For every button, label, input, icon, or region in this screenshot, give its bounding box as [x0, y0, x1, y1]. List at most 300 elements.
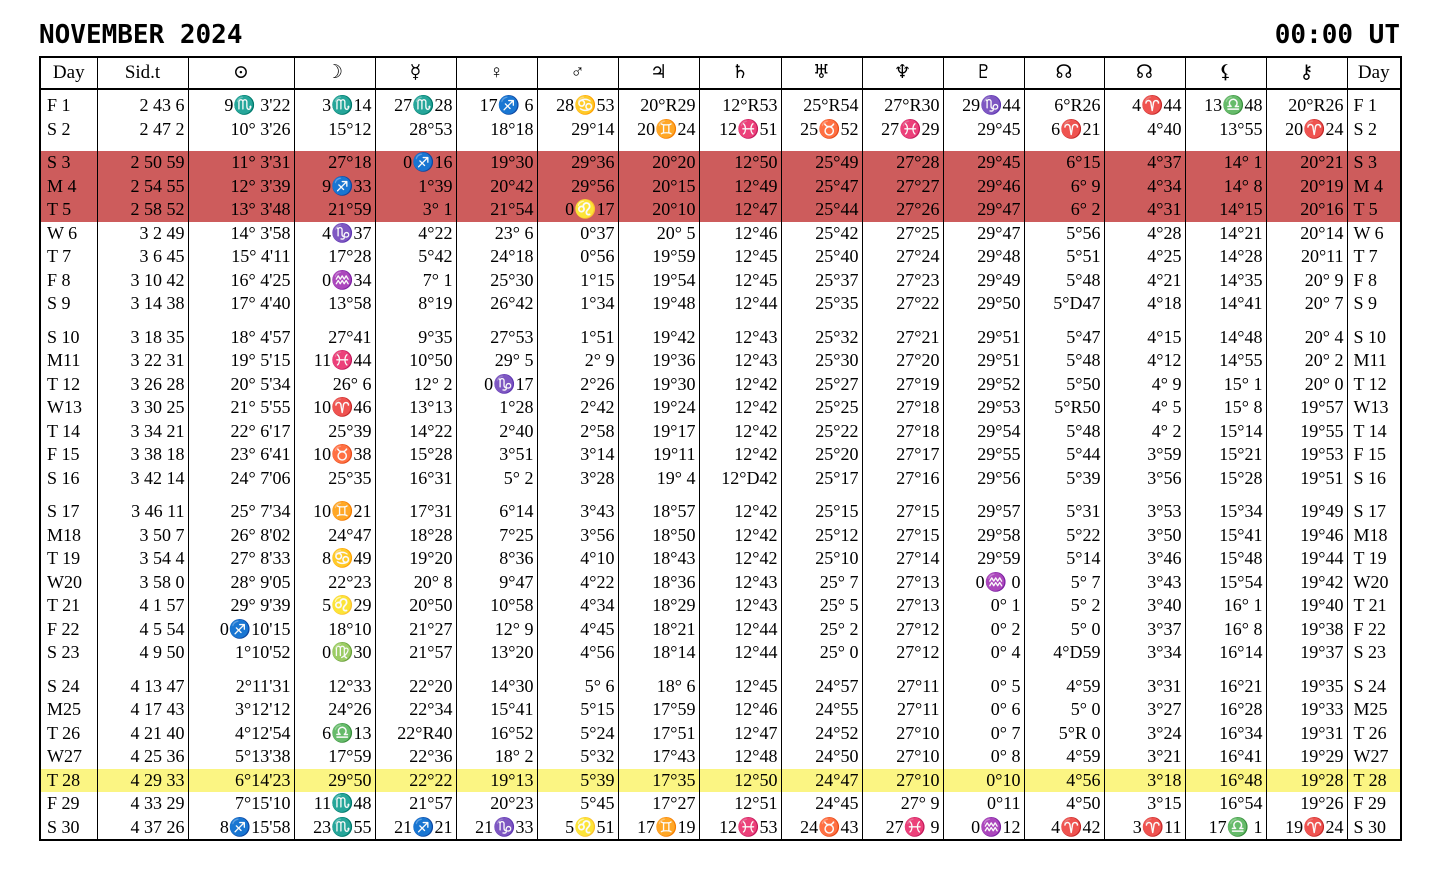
table-cell: 4°34 — [1104, 175, 1185, 199]
table-cell: 3°21 — [1104, 745, 1185, 769]
table-row — [40, 175, 1401, 199]
table-cell: 18°43 — [618, 547, 699, 571]
table-cell: 24°18 — [456, 245, 537, 269]
table-cell: 5°47 — [1024, 326, 1104, 350]
table-cell: 12°44 — [699, 292, 781, 316]
table-cell: 12♓53 — [699, 816, 781, 841]
separator-cell — [1347, 665, 1401, 675]
table-cell: 5° 2 — [1024, 594, 1104, 618]
table-cell: 15°34 — [1185, 500, 1266, 524]
table-cell: 0♐10'15 — [188, 618, 294, 642]
table-cell: 4° 5 — [1104, 396, 1185, 420]
table-cell: 27°41 — [294, 326, 375, 350]
table-row — [40, 745, 1401, 769]
table-cell: 19°38 — [1266, 618, 1347, 642]
table-cell: 14° 3'58 — [188, 222, 294, 246]
table-row — [40, 675, 1401, 699]
table-cell: T 21 — [40, 594, 97, 618]
table-cell: 26° 6 — [294, 373, 375, 397]
table-cell: 12°33 — [294, 675, 375, 699]
table-cell: 4°21 — [1104, 269, 1185, 293]
column-header: ♀ — [456, 57, 537, 89]
table-cell: 14°41 — [1185, 292, 1266, 316]
table-cell: 24♉43 — [781, 816, 862, 841]
separator-cell — [1104, 665, 1185, 675]
table-cell: T 19 — [40, 547, 97, 571]
table-cell: 5♌29 — [294, 594, 375, 618]
table-cell: 1°28 — [456, 396, 537, 420]
separator-cell — [97, 141, 188, 151]
table-cell: F 22 — [40, 618, 97, 642]
table-cell: 19°33 — [1266, 698, 1347, 722]
table-cell: 4 33 29 — [97, 792, 188, 816]
week-separator — [40, 141, 1401, 151]
separator-cell — [97, 665, 188, 675]
table-cell: 12°42 — [699, 420, 781, 444]
column-header: ☊ — [1104, 57, 1185, 89]
table-cell: F 8 — [1347, 269, 1401, 293]
table-cell: T 26 — [1347, 722, 1401, 746]
table-cell: 27°18 — [862, 420, 943, 444]
table-cell: 18° 6 — [618, 675, 699, 699]
separator-cell — [618, 141, 699, 151]
table-cell: 19°40 — [1266, 594, 1347, 618]
table-cell: 6° 9 — [1024, 175, 1104, 199]
week-separator — [40, 490, 1401, 500]
table-cell: 3 50 7 — [97, 524, 188, 548]
table-cell: 4°22 — [375, 222, 456, 246]
table-cell: 5°48 — [1024, 349, 1104, 373]
table-cell: 27°28 — [862, 151, 943, 175]
table-cell: 20° 9 — [1266, 269, 1347, 293]
table-cell: 9°35 — [375, 326, 456, 350]
table-cell: 4°22 — [537, 571, 618, 595]
table-cell: 25° 7 — [781, 571, 862, 595]
separator-cell — [294, 316, 375, 326]
table-cell: 4°12 — [1104, 349, 1185, 373]
table-cell: 13°20 — [456, 641, 537, 665]
table-cell: 10°50 — [375, 349, 456, 373]
table-cell: 4°15 — [1104, 326, 1185, 350]
table-cell: 19°20 — [375, 547, 456, 571]
table-cell: 27° 8'33 — [188, 547, 294, 571]
table-cell: 3 46 11 — [97, 500, 188, 524]
table-cell: 1°34 — [537, 292, 618, 316]
table-cell: 18°28 — [375, 524, 456, 548]
table-cell: S 23 — [1347, 641, 1401, 665]
table-cell: 0°10 — [943, 769, 1024, 793]
table-cell: 24°26 — [294, 698, 375, 722]
table-cell: 4°10 — [537, 547, 618, 571]
table-cell: 11° 3'31 — [188, 151, 294, 175]
table-cell: 12°43 — [699, 571, 781, 595]
table-cell: T 26 — [40, 722, 97, 746]
table-cell: 6°15 — [1024, 151, 1104, 175]
table-cell: 27° 9 — [862, 792, 943, 816]
table-cell: 25° 7'34 — [188, 500, 294, 524]
table-cell: 19°30 — [618, 373, 699, 397]
table-cell: 1°51 — [537, 326, 618, 350]
table-cell: 5° 0 — [1024, 618, 1104, 642]
separator-cell — [40, 316, 97, 326]
table-cell: 29°56 — [537, 175, 618, 199]
table-cell: 28° 9'05 — [188, 571, 294, 595]
table-cell: 0♑17 — [456, 373, 537, 397]
table-cell: 3°12'12 — [188, 698, 294, 722]
table-row — [40, 269, 1401, 293]
table-cell: T 12 — [40, 373, 97, 397]
table-cell: 20° 5 — [618, 222, 699, 246]
table-cell: S 2 — [40, 118, 97, 142]
table-cell: 19°44 — [1266, 547, 1347, 571]
table-cell: 3°59 — [1104, 443, 1185, 467]
table-cell: 5°39 — [537, 769, 618, 793]
table-cell: 4 13 47 — [97, 675, 188, 699]
table-cell: 29°14 — [537, 118, 618, 142]
table-cell: M25 — [40, 698, 97, 722]
table-cell: 5°42 — [375, 245, 456, 269]
table-cell: 29° 5 — [456, 349, 537, 373]
table-cell: 25°32 — [781, 326, 862, 350]
table-cell: 12°R53 — [699, 89, 781, 118]
separator-cell — [375, 665, 456, 675]
table-cell: 5°R 0 — [1024, 722, 1104, 746]
table-cell: 3 54 4 — [97, 547, 188, 571]
table-cell: 15°48 — [1185, 547, 1266, 571]
separator-cell — [862, 490, 943, 500]
table-cell: 3°43 — [1104, 571, 1185, 595]
table-cell: 5°56 — [1024, 222, 1104, 246]
table-row — [40, 722, 1401, 746]
table-cell: 3°56 — [537, 524, 618, 548]
table-cell: 25° 5 — [781, 594, 862, 618]
table-cell: 15°41 — [1185, 524, 1266, 548]
table-cell: 25° 0 — [781, 641, 862, 665]
table-cell: 23° 6 — [456, 222, 537, 246]
table-cell: 12° 3'39 — [188, 175, 294, 199]
column-header: ⊙ — [188, 57, 294, 89]
table-cell: 29°45 — [943, 151, 1024, 175]
table-cell: 18°57 — [618, 500, 699, 524]
table-cell: W27 — [1347, 745, 1401, 769]
table-cell: 12°50 — [699, 151, 781, 175]
separator-cell — [1024, 316, 1104, 326]
table-cell: 19°46 — [1266, 524, 1347, 548]
table-cell: S 3 — [1347, 151, 1401, 175]
table-row — [40, 292, 1401, 316]
table-cell: 14°15 — [1185, 198, 1266, 222]
table-cell: 12°45 — [699, 675, 781, 699]
table-cell: 5°51 — [1024, 245, 1104, 269]
table-cell: T 12 — [1347, 373, 1401, 397]
table-cell: 27♓29 — [862, 118, 943, 142]
table-cell: 3 30 25 — [97, 396, 188, 420]
table-cell: 14° 8 — [1185, 175, 1266, 199]
separator-cell — [188, 316, 294, 326]
table-cell: 7°15'10 — [188, 792, 294, 816]
table-cell: M 4 — [1347, 175, 1401, 199]
table-cell: 29°36 — [537, 151, 618, 175]
table-cell: 22° 6'17 — [188, 420, 294, 444]
table-cell: 19°29 — [1266, 745, 1347, 769]
table-cell: 6♎13 — [294, 722, 375, 746]
table-cell: 27°10 — [862, 769, 943, 793]
table-cell: T 21 — [1347, 594, 1401, 618]
table-cell: 12°43 — [699, 594, 781, 618]
table-cell: 25°40 — [781, 245, 862, 269]
separator-cell — [781, 490, 862, 500]
table-cell: 5°R50 — [1024, 396, 1104, 420]
table-cell: 0♌17 — [537, 198, 618, 222]
table-cell: 3 34 21 — [97, 420, 188, 444]
table-cell: 19°53 — [1266, 443, 1347, 467]
table-row — [40, 326, 1401, 350]
table-cell: 8°36 — [456, 547, 537, 571]
table-cell: 4°D59 — [1024, 641, 1104, 665]
table-cell: 29°47 — [943, 222, 1024, 246]
table-cell: 20° 2 — [1266, 349, 1347, 373]
table-row — [40, 151, 1401, 175]
table-cell: 3°37 — [1104, 618, 1185, 642]
table-row — [40, 349, 1401, 373]
table-cell: W13 — [1347, 396, 1401, 420]
table-cell: 10°58 — [456, 594, 537, 618]
table-cell: 12°43 — [699, 326, 781, 350]
table-cell: 19° 5'15 — [188, 349, 294, 373]
table-cell: 19°37 — [1266, 641, 1347, 665]
table-cell: 27°18 — [862, 396, 943, 420]
separator-cell — [1347, 316, 1401, 326]
table-cell: 27♏28 — [375, 89, 456, 118]
table-cell: 12°44 — [699, 641, 781, 665]
table-cell: 4♑37 — [294, 222, 375, 246]
table-cell: 10° 3'26 — [188, 118, 294, 142]
table-cell: 14°22 — [375, 420, 456, 444]
table-cell: 20°R26 — [1266, 89, 1347, 118]
table-cell: 9°47 — [456, 571, 537, 595]
table-row — [40, 816, 1401, 841]
table-cell: 4 37 26 — [97, 816, 188, 841]
table-cell: 17°35 — [618, 769, 699, 793]
table-cell: 19° 4 — [618, 467, 699, 491]
table-cell: 12°43 — [699, 349, 781, 373]
table-cell: 20°11 — [1266, 245, 1347, 269]
table-row — [40, 222, 1401, 246]
table-cell: 4°31 — [1104, 198, 1185, 222]
table-cell: F 29 — [40, 792, 97, 816]
table-cell: M 4 — [40, 175, 97, 199]
table-cell: 5°31 — [1024, 500, 1104, 524]
table-cell: S 30 — [1347, 816, 1401, 841]
table-cell: 7° 1 — [375, 269, 456, 293]
table-cell: 9♐33 — [294, 175, 375, 199]
table-cell: 9♏ 3'22 — [188, 89, 294, 118]
table-cell: 10♊21 — [294, 500, 375, 524]
table-cell: 21♑33 — [456, 816, 537, 841]
table-cell: 4°40 — [1104, 118, 1185, 142]
table-row — [40, 524, 1401, 548]
table-cell: T 5 — [1347, 198, 1401, 222]
table-cell: 2 54 55 — [97, 175, 188, 199]
column-header: ♃ — [618, 57, 699, 89]
table-cell: 12°42 — [699, 443, 781, 467]
week-separator — [40, 665, 1401, 675]
table-cell: 20°23 — [456, 792, 537, 816]
table-cell: 4°37 — [1104, 151, 1185, 175]
table-cell: F 8 — [40, 269, 97, 293]
table-cell: 28♋53 — [537, 89, 618, 118]
table-row — [40, 89, 1401, 118]
table-cell: 10♉38 — [294, 443, 375, 467]
table-row — [40, 467, 1401, 491]
table-cell: 4 29 33 — [97, 769, 188, 793]
table-cell: 4 25 36 — [97, 745, 188, 769]
table-cell: 3°34 — [1104, 641, 1185, 665]
table-cell: 22°23 — [294, 571, 375, 595]
table-cell: S 16 — [40, 467, 97, 491]
table-cell: 3° 1 — [375, 198, 456, 222]
table-cell: W 6 — [1347, 222, 1401, 246]
table-cell: 1°10'52 — [188, 641, 294, 665]
table-cell: 16° 8 — [1185, 618, 1266, 642]
table-cell: 3 14 38 — [97, 292, 188, 316]
table-cell: 16°14 — [1185, 641, 1266, 665]
table-cell: 19°31 — [1266, 722, 1347, 746]
table-cell: 4♈42 — [1024, 816, 1104, 841]
table-cell: 24°57 — [781, 675, 862, 699]
separator-cell — [862, 141, 943, 151]
table-cell: 27°14 — [862, 547, 943, 571]
table-cell: 6°14 — [456, 500, 537, 524]
separator-cell — [294, 665, 375, 675]
table-cell: S 9 — [1347, 292, 1401, 316]
table-cell: 12°46 — [699, 222, 781, 246]
table-cell: 19°28 — [1266, 769, 1347, 793]
table-cell: 19°26 — [1266, 792, 1347, 816]
table-cell: 29°50 — [294, 769, 375, 793]
table-row — [40, 571, 1401, 595]
separator-cell — [40, 141, 97, 151]
table-cell: 12°51 — [699, 792, 781, 816]
separator-cell — [375, 316, 456, 326]
table-cell: T 28 — [1347, 769, 1401, 793]
table-cell: 8♐15'58 — [188, 816, 294, 841]
table-cell: 16° 4'25 — [188, 269, 294, 293]
table-cell: 16°54 — [1185, 792, 1266, 816]
table-cell: 13♎48 — [1185, 89, 1266, 118]
separator-cell — [188, 665, 294, 675]
table-cell: S 24 — [1347, 675, 1401, 699]
table-cell: 29°55 — [943, 443, 1024, 467]
table-cell: 27°R30 — [862, 89, 943, 118]
table-cell: 15°12 — [294, 118, 375, 142]
table-cell: 0♒ 0 — [943, 571, 1024, 595]
table-cell: S 17 — [1347, 500, 1401, 524]
table-cell: 5°24 — [537, 722, 618, 746]
table-cell: 20° 4 — [1266, 326, 1347, 350]
table-cell: 4♈44 — [1104, 89, 1185, 118]
table-cell: 14° 1 — [1185, 151, 1266, 175]
column-header: ☊ — [1024, 57, 1104, 89]
table-cell: 25°15 — [781, 500, 862, 524]
table-cell: 4°45 — [537, 618, 618, 642]
table-cell: 18°14 — [618, 641, 699, 665]
table-cell: 14°55 — [1185, 349, 1266, 373]
table-cell: 0♒12 — [943, 816, 1024, 841]
table-cell: 20° 8 — [375, 571, 456, 595]
table-cell: 19°17 — [618, 420, 699, 444]
separator-cell — [1024, 665, 1104, 675]
table-cell: 3 6 45 — [97, 245, 188, 269]
table-cell: 20°50 — [375, 594, 456, 618]
table-cell: 3°18 — [1104, 769, 1185, 793]
column-header: ☿ — [375, 57, 456, 89]
table-cell: 5°22 — [1024, 524, 1104, 548]
table-cell: 18° 2 — [456, 745, 537, 769]
table-cell: 29°46 — [943, 175, 1024, 199]
separator-cell — [1266, 316, 1347, 326]
table-cell: 5°50 — [1024, 373, 1104, 397]
table-cell: 27°21 — [862, 326, 943, 350]
table-cell: 27°10 — [862, 722, 943, 746]
table-cell: 25°30 — [781, 349, 862, 373]
table-cell: 8°19 — [375, 292, 456, 316]
separator-cell — [40, 490, 97, 500]
table-cell: 20°21 — [1266, 151, 1347, 175]
table-cell: 11♏48 — [294, 792, 375, 816]
table-cell: M18 — [40, 524, 97, 548]
table-cell: 29°51 — [943, 326, 1024, 350]
table-cell: 15°54 — [1185, 571, 1266, 595]
table-row — [40, 547, 1401, 571]
table-cell: 27°13 — [862, 571, 943, 595]
separator-cell — [188, 141, 294, 151]
table-cell: 24°47 — [294, 524, 375, 548]
table-cell: 21°57 — [375, 641, 456, 665]
table-cell: 27°19 — [862, 373, 943, 397]
table-cell: 21°54 — [456, 198, 537, 222]
separator-cell — [1266, 490, 1347, 500]
table-cell: 5°44 — [1024, 443, 1104, 467]
table-cell: 12°42 — [699, 500, 781, 524]
table-cell: 24°45 — [781, 792, 862, 816]
table-cell: 4°50 — [1024, 792, 1104, 816]
table-cell: 2 43 6 — [97, 89, 188, 118]
ephemeris-table — [39, 56, 1402, 841]
table-cell: 3°56 — [1104, 467, 1185, 491]
table-cell: 18°36 — [618, 571, 699, 595]
table-cell: 20°10 — [618, 198, 699, 222]
table-cell: 2 58 52 — [97, 198, 188, 222]
table-cell: 22°R40 — [375, 722, 456, 746]
column-header: ♆ — [862, 57, 943, 89]
table-cell: 20♊24 — [618, 118, 699, 142]
table-cell: 17♊19 — [618, 816, 699, 841]
table-cell: 2°26 — [537, 373, 618, 397]
table-cell: 0° 1 — [943, 594, 1024, 618]
table-cell: 14°35 — [1185, 269, 1266, 293]
table-cell: 29°49 — [943, 269, 1024, 293]
table-cell: 4° 2 — [1104, 420, 1185, 444]
table-cell: 19♈24 — [1266, 816, 1347, 841]
separator-cell — [1185, 141, 1266, 151]
table-cell: 27°15 — [862, 524, 943, 548]
separator-cell — [294, 490, 375, 500]
table-cell: 0° 2 — [943, 618, 1024, 642]
table-cell: 4 17 43 — [97, 698, 188, 722]
table-row — [40, 641, 1401, 665]
table-cell: 20°16 — [1266, 198, 1347, 222]
